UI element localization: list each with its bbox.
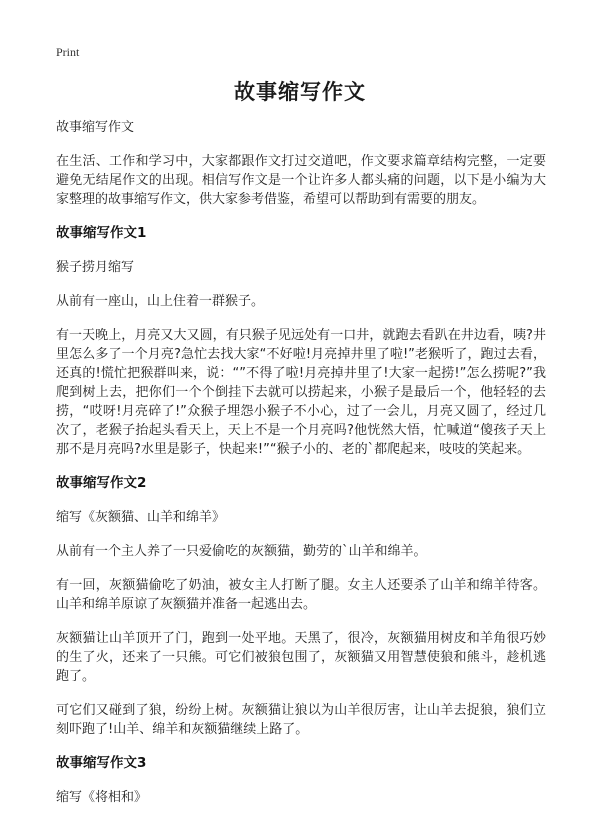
body-paragraph: 灰额猫让山羊顶开了门，跑到一处平地。天黑了，很冷，灰额猫用树皮和羊角很巧妙的生了火，还来了一只熊。可它们被狼包围了，灰额猫又用智慧使狼和熊斗，趁机逃跑了。 — [56, 631, 546, 684]
section-heading-3: 故事缩写作文3 — [56, 755, 147, 771]
story-subtitle: 缩写《将相和》 — [56, 790, 148, 805]
article-body — [56, 118, 546, 822]
body-paragraph: 有一天晚上，月亮又大又圆，有只猴子见远处有一口井，就跑去看趴在井边看，咦?井里怎么多了一个月亮?急忙去找大家“不好啦!月亮掉井里了啦!”老猴听了，跑过去看，还真的!慌忙把猴群叫来，说：“”不得了啦!月亮掉井里了!大家一起捞!”怎么捞呢?”我爬到树上去，把你们一个个倒挂下去就可以捞起来，小猴子是最后一个，他轻轻的去捞，“哎呀!月亮碎了!”众猴子埋怨小猴子不小心，过了一会儿，月亮又圆了，经过几次了，老猴子抬起头看天上，天上不是一个月亮吗?他恍然大悟，忙喊道“傻孩子天上那不是月亮吗?水里是影子，快起来!”“猴子小的、老的`都爬起来，吱吱的笑起来。 — [56, 328, 546, 457]
body-paragraph: 可它们又碰到了狼，纷纷上树。灰额猫让狼以为山羊很厉害，让山羊去捉狼，狼们立刻吓跑了!山羊、绵羊和灰额猫继续上路了。 — [56, 703, 546, 737]
story-subtitle: 猴子捞月缩写 — [56, 260, 135, 275]
section-heading-1: 故事缩写作文1 — [56, 225, 147, 241]
section-heading-2: 故事缩写作文2 — [56, 475, 147, 491]
page-title: 故事缩写作文 — [234, 80, 366, 104]
intro-paragraph: 在生活、工作和学习中，大家都跟作文打过交道吧，作文要求篇章结构完整，一定要避免无结尾作文的出现。相信写作文是一个让许多人都头痛的问题，以下是小编为大家整理的故事缩写作文，供大家参考借鉴，希望可以帮助到有需要的朋友。 — [56, 154, 546, 207]
subtitle-paragraph: 故事缩写作文 — [56, 120, 135, 135]
story-subtitle: 缩写《灰额猫、山羊和绵羊》 — [56, 510, 226, 525]
body-paragraph: 从前有一座山，山上住着一群猴子。 — [56, 294, 265, 309]
body-paragraph: 有一回，灰额猫偷吃了奶油，被女主人打断了腿。女主人还要杀了山羊和绵羊待客。山羊和绵羊原谅了灰额猫并准备一起逃出去。 — [56, 578, 546, 612]
print-link[interactable]: Print — [56, 45, 80, 59]
body-paragraph: 从前有一个主人养了一只爱偷吃的灰额猫，勤劳的`山羊和绵羊。 — [56, 544, 427, 559]
